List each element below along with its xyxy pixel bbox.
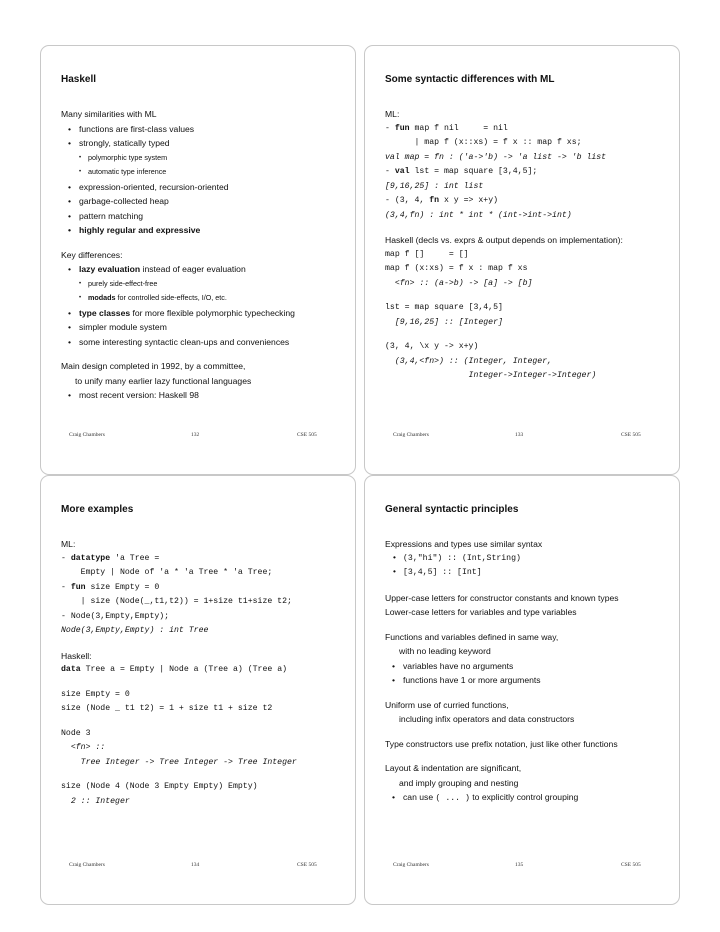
code-output: <fn> ::	[61, 743, 106, 752]
bullet: • variables have no arguments	[385, 659, 675, 674]
footer-course: CSE 505	[297, 862, 317, 868]
principle-text: including infix operators and data constructors	[399, 714, 575, 724]
principle-text: Functions and variables defined in same way,	[385, 631, 559, 642]
code-line: (3, 4, \x y -> x+y)	[385, 342, 479, 351]
slide-title: More examples	[61, 504, 134, 515]
bullet: • strongly, statically typed	[61, 136, 351, 151]
slide-title: Some syntactic differences with ML	[385, 74, 555, 85]
footer-page-number: 133	[515, 432, 524, 438]
history-text: to unify many earlier lazy functional languages	[75, 375, 252, 386]
sub-bullet: • purely side-effect-free	[61, 277, 351, 292]
ml-label: ML:	[385, 109, 400, 119]
bullet-text: can use	[403, 792, 436, 802]
sub-bullet: • automatic type inference	[61, 165, 351, 180]
code-output: Integer->Integer->Integer)	[385, 371, 597, 380]
slide-body	[61, 107, 351, 403]
bullet-text: for controlled side-effects, I/O, etc.	[115, 293, 227, 302]
bullet: • pattern matching	[61, 209, 351, 224]
section-heading: Key differences:	[61, 249, 123, 260]
code-line: - fun size Empty = 0	[61, 582, 160, 592]
principle-text: Upper-case letters for constructor constants and known types	[385, 592, 619, 603]
code-line: Empty | Node of 'a * 'a Tree * 'a Tree;	[61, 568, 273, 577]
code-text: lst = map square [3,4,5];	[409, 167, 538, 176]
code-line: | size (Node(_,t1,t2)) = 1+size t1+size t2;	[61, 597, 292, 606]
slide-body	[61, 537, 351, 809]
bold-term: lazy evaluation	[79, 264, 141, 274]
keyword: val	[394, 167, 410, 176]
bullet: • functions are first-class values	[61, 122, 351, 137]
code-output: <fn> :: (a->b) -> [a] -> [b]	[385, 278, 533, 288]
slide-syntactic-differences	[364, 45, 680, 475]
code-text: x y => x+y)	[439, 196, 499, 205]
slide-body	[385, 107, 675, 384]
code-line: | map f (x::xs) = f x :: map f xs;	[385, 138, 582, 147]
bullet: • functions have 1 or more arguments	[385, 673, 675, 688]
bullet	[61, 262, 351, 277]
code-line: Node 3	[61, 728, 91, 738]
bullet: • expression-oriented, recursion-oriented	[61, 180, 351, 195]
footer-author: Craig Chambers	[69, 432, 105, 438]
principle-text: Expressions and types use similar syntax	[385, 539, 543, 549]
bold-term: type classes	[79, 307, 131, 318]
code-text: - (3, 4,	[385, 196, 430, 205]
code-line: - fun map f nil = nil	[385, 123, 508, 133]
footer-author: Craig Chambers	[69, 862, 105, 868]
code-output: 2 :: Integer	[61, 796, 130, 806]
code-line: - datatype 'a Tree =	[61, 553, 160, 563]
bullet: • most recent version: Haskell 98	[61, 388, 351, 403]
sub-bullet	[61, 291, 351, 306]
code-bullet: • (3,"hi") :: (Int,String)	[385, 552, 675, 567]
history-text: Main design completed in 1992, by a committee,	[61, 361, 246, 371]
bullet-text: for more flexible polymorphic typechecking	[130, 307, 295, 318]
bullet	[385, 790, 675, 807]
code-line: size Empty = 0	[61, 689, 130, 699]
code-output: Tree Integer -> Tree Integer -> Tree Integer	[61, 757, 297, 767]
bullet-text: instead of eager evaluation	[140, 264, 246, 274]
principle-text: with no leading keyword	[399, 646, 491, 656]
ml-label: ML:	[61, 539, 76, 549]
code-line: - Node(3,Empty,Empty);	[61, 611, 170, 621]
keyword: fn	[429, 196, 440, 205]
bullet-text: to explicitly control grouping	[469, 792, 579, 802]
bullet: • simpler module system	[61, 320, 351, 335]
bullet: • some interesting syntactic clean-ups and conveniences	[61, 335, 351, 350]
slide-more-examples	[40, 475, 356, 905]
keyword: fun	[394, 123, 410, 133]
footer-author: Craig Chambers	[393, 862, 429, 868]
principle-text: Lower-case letters for variables and type variables	[385, 607, 577, 617]
code-text: size Empty = 0	[85, 582, 160, 592]
code-line	[385, 194, 675, 209]
footer-course: CSE 505	[621, 432, 641, 438]
code-line: lst = map square [3,4,5]	[385, 303, 503, 312]
code-output: val map = fn : ('a->'b) -> 'a list -> 'b list	[385, 152, 607, 162]
code-output: Node(3,Empty,Empty) : int Tree	[61, 626, 209, 635]
code-output: (3,4,<fn>) :: (Integer, Integer,	[385, 356, 553, 366]
keyword: data	[61, 665, 81, 674]
code-line	[61, 663, 351, 678]
code-bullet: • [3,4,5] :: [Int]	[385, 566, 675, 581]
bullet	[61, 306, 351, 321]
haskell-label: Haskell (decls vs. exprs & output depends on implementation):	[385, 235, 623, 245]
code-line: map f (x:xs) = f x : map f xs	[385, 264, 528, 273]
keyword: datatype	[70, 553, 111, 563]
footer-page-number: 135	[515, 862, 524, 868]
code-text: Tree a = Empty | Node a (Tree a) (Tree a)	[80, 665, 288, 674]
sub-bullet: • polymorphic type system	[61, 151, 351, 166]
principle-text: Type constructors use prefix notation, just like other functions	[385, 738, 618, 749]
footer-author: Craig Chambers	[393, 432, 429, 438]
principle-text: Uniform use of curried functions,	[385, 699, 509, 710]
code-text: map f nil = nil	[409, 123, 508, 133]
bullet: • garbage-collected heap	[61, 194, 351, 209]
slide-general-principles	[364, 475, 680, 905]
principle-text: and imply grouping and nesting	[399, 777, 519, 788]
code-line: - val lst = map square [3,4,5];	[385, 167, 538, 176]
principle-text: Layout & indentation are significant,	[385, 763, 522, 773]
inline-code: ( ... )	[435, 794, 470, 803]
slide-body	[385, 537, 675, 807]
haskell-label: Haskell:	[61, 650, 92, 661]
code-line: size (Node _ t1 t2) = 1 + size t1 + size t2	[61, 704, 273, 713]
code-output: (3,4,fn) : int * int * (int->int->int)	[385, 210, 572, 220]
code-output: [9,16,25] : int list	[385, 181, 484, 191]
keyword: fun	[70, 582, 86, 592]
footer-page-number: 134	[191, 862, 200, 868]
code-output: [9,16,25] :: [Integer]	[385, 317, 503, 327]
intro-text: Many similarities with ML	[61, 109, 157, 119]
footer-course: CSE 505	[297, 432, 317, 438]
bold-term: modads	[88, 293, 116, 302]
code-text: 'a Tree =	[110, 553, 160, 563]
code-line: map f [] = []	[385, 249, 469, 259]
bullet: • highly regular and expressive	[61, 223, 351, 238]
slide-haskell	[40, 45, 356, 475]
slide-title: General syntactic principles	[385, 504, 519, 515]
code-line: size (Node 4 (Node 3 Empty Empty) Empty)	[61, 782, 258, 791]
slide-title: Haskell	[61, 74, 97, 85]
footer-page-number: 132	[191, 432, 200, 438]
footer-course: CSE 505	[621, 862, 641, 868]
